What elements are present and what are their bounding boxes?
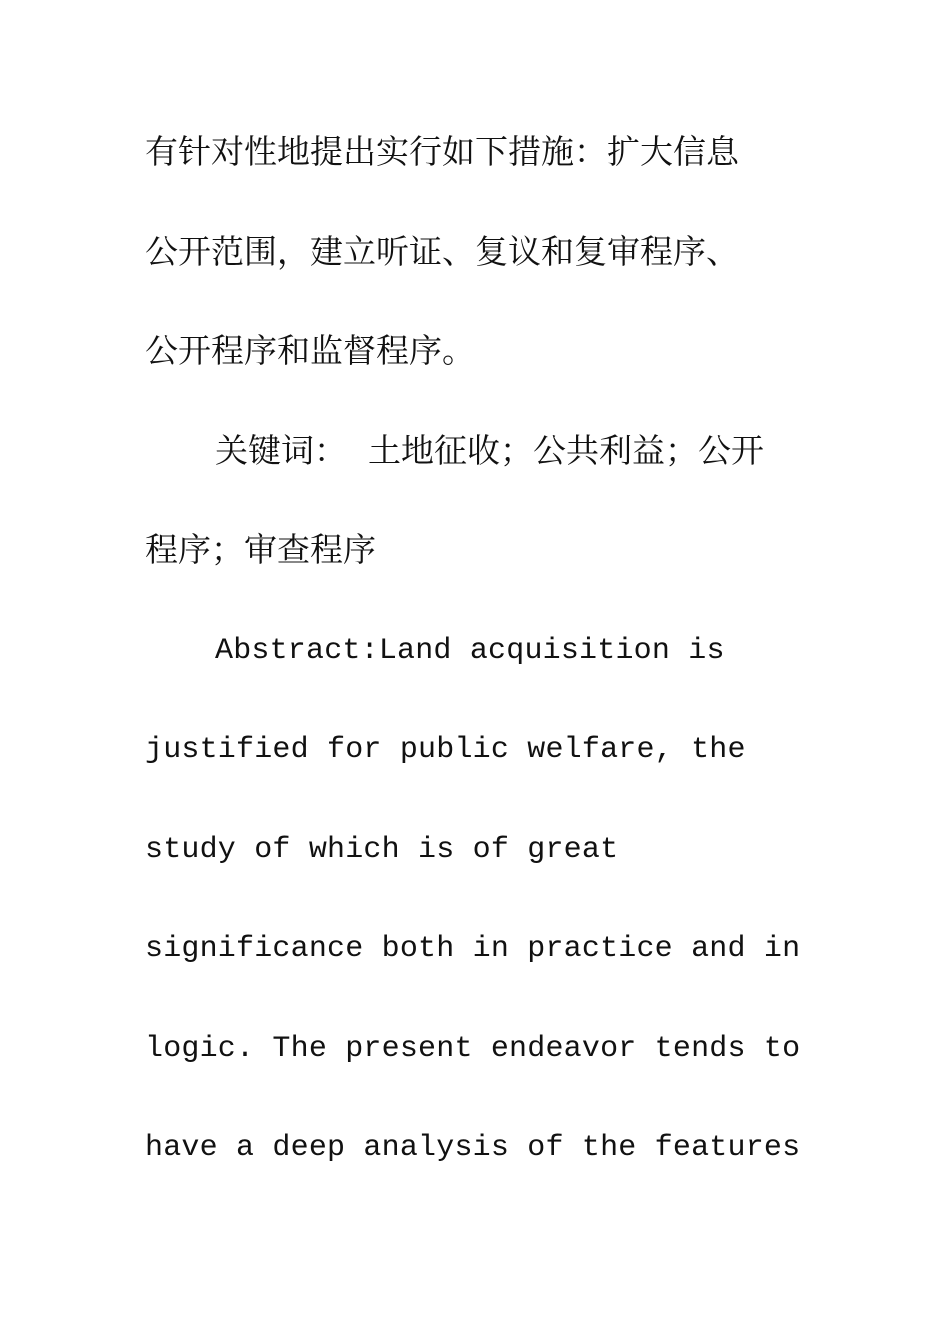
text-line: 公开范围，建立听证、复议和复审程序、	[145, 232, 739, 271]
abstract-line: study of which is of great	[145, 833, 619, 867]
abstract-line: have a deep analysis of the features	[145, 1131, 801, 1165]
abstract-line: justified for public welfare, the	[145, 733, 746, 767]
keywords-line-continued: 程序；审查程序	[145, 530, 376, 569]
keywords-line: 关键词： 土地征收；公共利益；公开	[215, 431, 764, 470]
text-line: 有针对性地提出实行如下措施：扩大信息	[145, 132, 739, 171]
abstract-line: Abstract:Land acquisition is	[215, 634, 725, 668]
abstract-line: logic. The present endeavor tends to	[145, 1032, 801, 1066]
abstract-line: significance both in practice and in	[145, 932, 801, 966]
text-line: 公开程序和监督程序。	[145, 331, 475, 370]
